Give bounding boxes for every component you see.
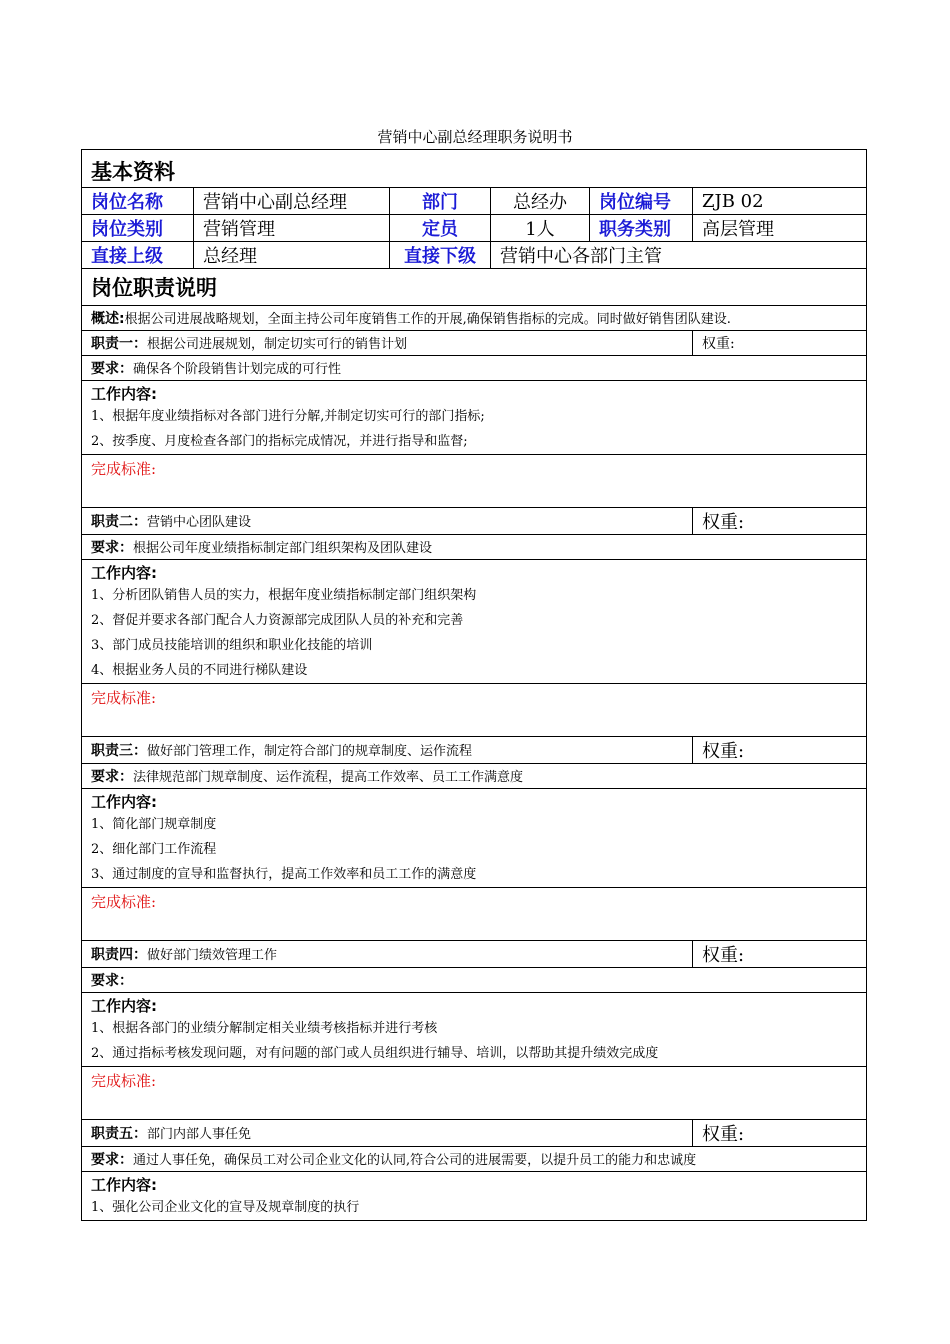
value-position-code: ZJB 02 bbox=[693, 188, 867, 215]
standard-row bbox=[82, 455, 867, 508]
requirement-cell bbox=[82, 1147, 867, 1172]
label-headcount: 定员 bbox=[390, 215, 491, 242]
info-row bbox=[82, 188, 867, 215]
overview-text: 根据公司进展战略规划，全面主持公司年度销售工作的开展,确保销售指标的完成。同时做好销售团队建设. bbox=[124, 312, 731, 327]
overview-row bbox=[82, 306, 867, 331]
requirement-cell bbox=[82, 356, 867, 381]
duty-row bbox=[82, 737, 867, 764]
requirement-label: 要求： bbox=[91, 1152, 133, 1168]
requirement-label: 要求： bbox=[91, 973, 133, 989]
value-direct-superior: 总经理 bbox=[194, 242, 390, 269]
duty-label: 职责五： bbox=[91, 1126, 147, 1142]
label-department: 部门 bbox=[390, 188, 491, 215]
label-position-code: 岗位编号 bbox=[590, 188, 693, 215]
completion-standard: 完成标准: bbox=[82, 455, 867, 508]
standard-row bbox=[82, 1067, 867, 1120]
duty-weight: 权重: bbox=[693, 508, 867, 535]
requirement-row bbox=[82, 968, 867, 993]
requirement-row bbox=[82, 535, 867, 560]
info-row bbox=[82, 215, 867, 242]
standard-row bbox=[82, 888, 867, 941]
work-content-row bbox=[82, 560, 867, 684]
requirement-label: 要求： bbox=[91, 769, 133, 785]
overview-label: 概述: bbox=[91, 311, 125, 327]
document-title: 营销中心副总经理职务说明书 bbox=[377, 128, 573, 146]
duty-weight: 权重: bbox=[693, 737, 867, 764]
duty-row bbox=[82, 1120, 867, 1147]
duty-text: 做好部门绩效管理工作 bbox=[147, 948, 278, 963]
work-content-cell bbox=[82, 560, 867, 684]
requirement-label: 要求： bbox=[91, 361, 133, 377]
value-position-category: 营销管理 bbox=[194, 215, 390, 242]
requirement-row bbox=[82, 356, 867, 381]
value-job-category: 高层管理 bbox=[693, 215, 867, 242]
label-job-category: 职务类别 bbox=[590, 215, 693, 242]
label-direct-subordinate: 直接下级 bbox=[390, 242, 491, 269]
job-description-table bbox=[81, 149, 867, 1221]
requirement-row bbox=[82, 1147, 867, 1172]
requirement-text: 法律规范部门规章制度、运作流程，提高工作效率、员工工作满意度 bbox=[133, 770, 524, 785]
duty-row bbox=[82, 941, 867, 968]
work-item: 1、简化部门规章制度 bbox=[91, 817, 217, 832]
completion-standard: 完成标准: bbox=[82, 684, 867, 737]
label-position-category: 岗位类别 bbox=[82, 215, 194, 242]
work-content-cell bbox=[82, 1172, 867, 1221]
duty-text: 部门内部人事任免 bbox=[147, 1127, 252, 1142]
duty-label: 职责四： bbox=[91, 947, 147, 963]
work-item: 2、督促并要求各部门配合人力资源部完成团队人员的补充和完善 bbox=[91, 613, 464, 628]
value-direct-subordinate: 营销中心各部门主管 bbox=[491, 242, 867, 269]
requirement-cell bbox=[82, 535, 867, 560]
work-item: 1、分析团队销售人员的实力，根据年度业绩指标制定部门组织架构 bbox=[91, 588, 477, 603]
info-row bbox=[82, 242, 867, 269]
work-content-cell bbox=[82, 993, 867, 1067]
work-item: 2、按季度、月度检查各部门的指标完成情况，并进行指导和监督; bbox=[91, 434, 468, 449]
duty-row bbox=[82, 508, 867, 535]
work-item: 2、通过指标考核发现问题，对有问题的部门或人员组织进行辅导、培训，以帮助其提升绩效完成度 bbox=[91, 1046, 659, 1061]
requirement-row bbox=[82, 764, 867, 789]
standard-row bbox=[82, 684, 867, 737]
work-content-row bbox=[82, 993, 867, 1067]
duty-row bbox=[82, 331, 867, 356]
duty-text: 根据公司进展规划，制定切实可行的销售计划 bbox=[147, 337, 408, 352]
work-content-label: 工作内容: bbox=[91, 385, 157, 403]
duty-label: 职责三： bbox=[91, 743, 147, 759]
work-content-label: 工作内容: bbox=[91, 997, 157, 1015]
requirement-text: 确保各个阶段销售计划完成的可行性 bbox=[133, 362, 342, 377]
requirement-text: 根据公司年度业绩指标制定部门组织架构及团队建设 bbox=[133, 541, 433, 556]
section-basic-info: 基本资料 bbox=[82, 150, 867, 188]
work-content-label: 工作内容: bbox=[91, 564, 157, 582]
duty-weight: 权重: bbox=[693, 1120, 867, 1147]
value-position-name: 营销中心副总经理 bbox=[194, 188, 390, 215]
work-content-label: 工作内容: bbox=[91, 1176, 157, 1194]
duty-label: 职责一： bbox=[91, 336, 147, 352]
work-content-cell bbox=[82, 381, 867, 455]
duty-weight: 权重: bbox=[693, 941, 867, 968]
duty-label: 职责二： bbox=[91, 514, 147, 530]
work-item: 3、部门成员技能培训的组织和职业化技能的培训 bbox=[91, 638, 373, 653]
completion-standard: 完成标准: bbox=[82, 888, 867, 941]
work-item: 4、根据业务人员的不同进行梯队建设 bbox=[91, 663, 308, 678]
work-content-row bbox=[82, 789, 867, 888]
duty-title bbox=[82, 1120, 693, 1147]
work-item: 1、根据各部门的业绩分解制定相关业绩考核指标并进行考核 bbox=[91, 1021, 438, 1036]
work-item: 2、细化部门工作流程 bbox=[91, 842, 217, 857]
duty-title bbox=[82, 941, 693, 968]
completion-standard: 完成标准: bbox=[82, 1067, 867, 1120]
duty-title bbox=[82, 331, 693, 356]
work-content-cell bbox=[82, 789, 867, 888]
work-content-row bbox=[82, 381, 867, 455]
requirement-label: 要求： bbox=[91, 540, 133, 556]
requirement-text: 通过人事任免，确保员工对公司企业文化的认同,符合公司的进展需要，以提升员工的能力和忠诚度 bbox=[133, 1153, 697, 1168]
requirement-cell bbox=[82, 764, 867, 789]
label-direct-superior: 直接上级 bbox=[82, 242, 194, 269]
value-department: 总经办 bbox=[491, 188, 590, 215]
duty-title bbox=[82, 737, 693, 764]
work-content-row bbox=[82, 1172, 867, 1221]
work-content-label: 工作内容: bbox=[91, 793, 157, 811]
duty-weight: 权重: bbox=[693, 331, 867, 356]
duty-text: 做好部门管理工作，制定符合部门的规章制度、运作流程 bbox=[147, 744, 473, 759]
work-item: 3、通过制度的宣导和监督执行，提高工作效率和员工工作的满意度 bbox=[91, 867, 477, 882]
duty-text: 营销中心团队建设 bbox=[147, 515, 252, 530]
work-item: 1、强化公司企业文化的宣导及规章制度的执行 bbox=[91, 1200, 360, 1215]
value-headcount: 1人 bbox=[491, 215, 590, 242]
label-position-name: 岗位名称 bbox=[82, 188, 194, 215]
work-item: 1、根据年度业绩指标对各部门进行分解,并制定切实可行的部门指标; bbox=[91, 409, 485, 424]
section-duties: 岗位职责说明 bbox=[82, 269, 867, 306]
requirement-cell bbox=[82, 968, 867, 993]
duty-title bbox=[82, 508, 693, 535]
